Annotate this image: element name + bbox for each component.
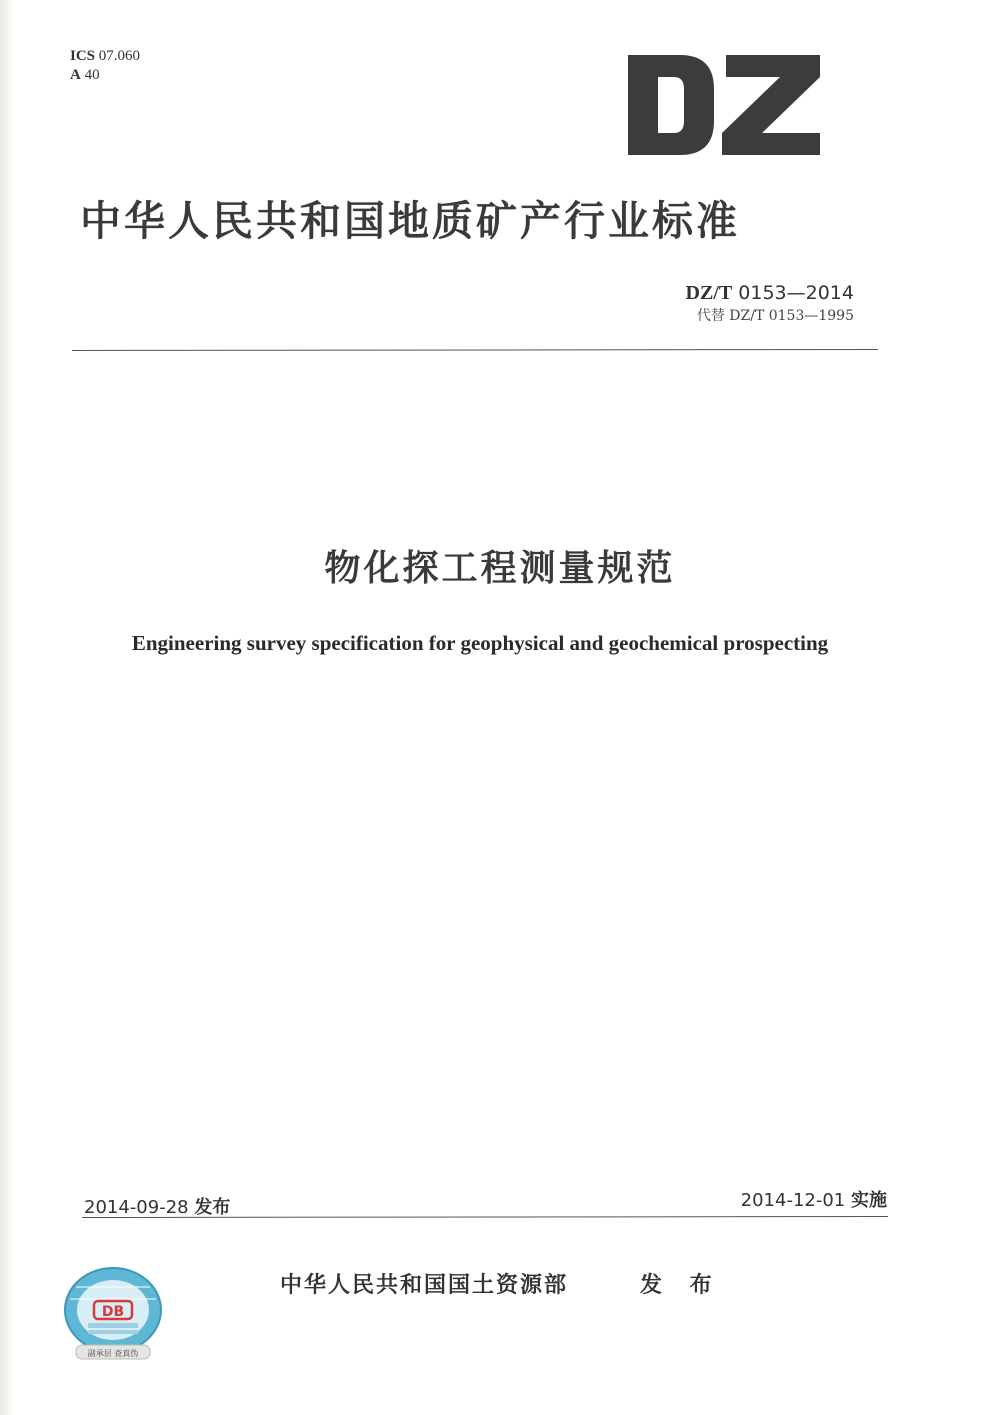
implementation-date bbox=[741, 1186, 887, 1212]
standard-code: 0153—2014 bbox=[738, 282, 854, 304]
implementation-date-value: 2014-12-01 bbox=[740, 1190, 846, 1211]
replaces-standard: 代替 DZ/T 0153—1995 bbox=[696, 308, 854, 324]
ics-label: ICS bbox=[70, 48, 96, 64]
ics-code bbox=[70, 47, 140, 66]
industry-standard-title: 中华人民共和国地质矿产行业标准 bbox=[80, 197, 740, 245]
ccs-value: 40 bbox=[84, 67, 100, 83]
publish-label: 发 布 bbox=[640, 1273, 722, 1298]
footer-divider bbox=[82, 1216, 888, 1218]
ccs-label: A bbox=[70, 67, 81, 83]
standard-prefix: DZ/T bbox=[685, 282, 733, 304]
ics-value: 07.060 bbox=[98, 48, 141, 64]
page-edge-shadow bbox=[0, 0, 14, 1415]
issue-date bbox=[84, 1193, 230, 1219]
svg-text:DB: DB bbox=[101, 1304, 125, 1320]
ccs-code bbox=[70, 66, 140, 85]
standard-number bbox=[686, 282, 854, 305]
classification-codes bbox=[70, 47, 140, 85]
issue-date-label: 发布 bbox=[194, 1197, 231, 1218]
anti-counterfeit-seal bbox=[58, 1265, 168, 1365]
document-title-en: Engineering survey specification for geophysical and geochemical prospecting bbox=[131, 631, 829, 655]
implementation-date-label: 实施 bbox=[851, 1190, 887, 1211]
svg-text:副承层 查真伪: 副承层 查真伪 bbox=[87, 1349, 139, 1358]
dz-logo bbox=[622, 53, 822, 157]
document-title-cn: 物化探工程测量规范 bbox=[324, 548, 676, 589]
header-divider bbox=[72, 349, 878, 351]
publisher-name: 中华人民共和国国土资源部 bbox=[280, 1273, 569, 1298]
issue-date-value: 2014-09-28 bbox=[84, 1197, 189, 1218]
